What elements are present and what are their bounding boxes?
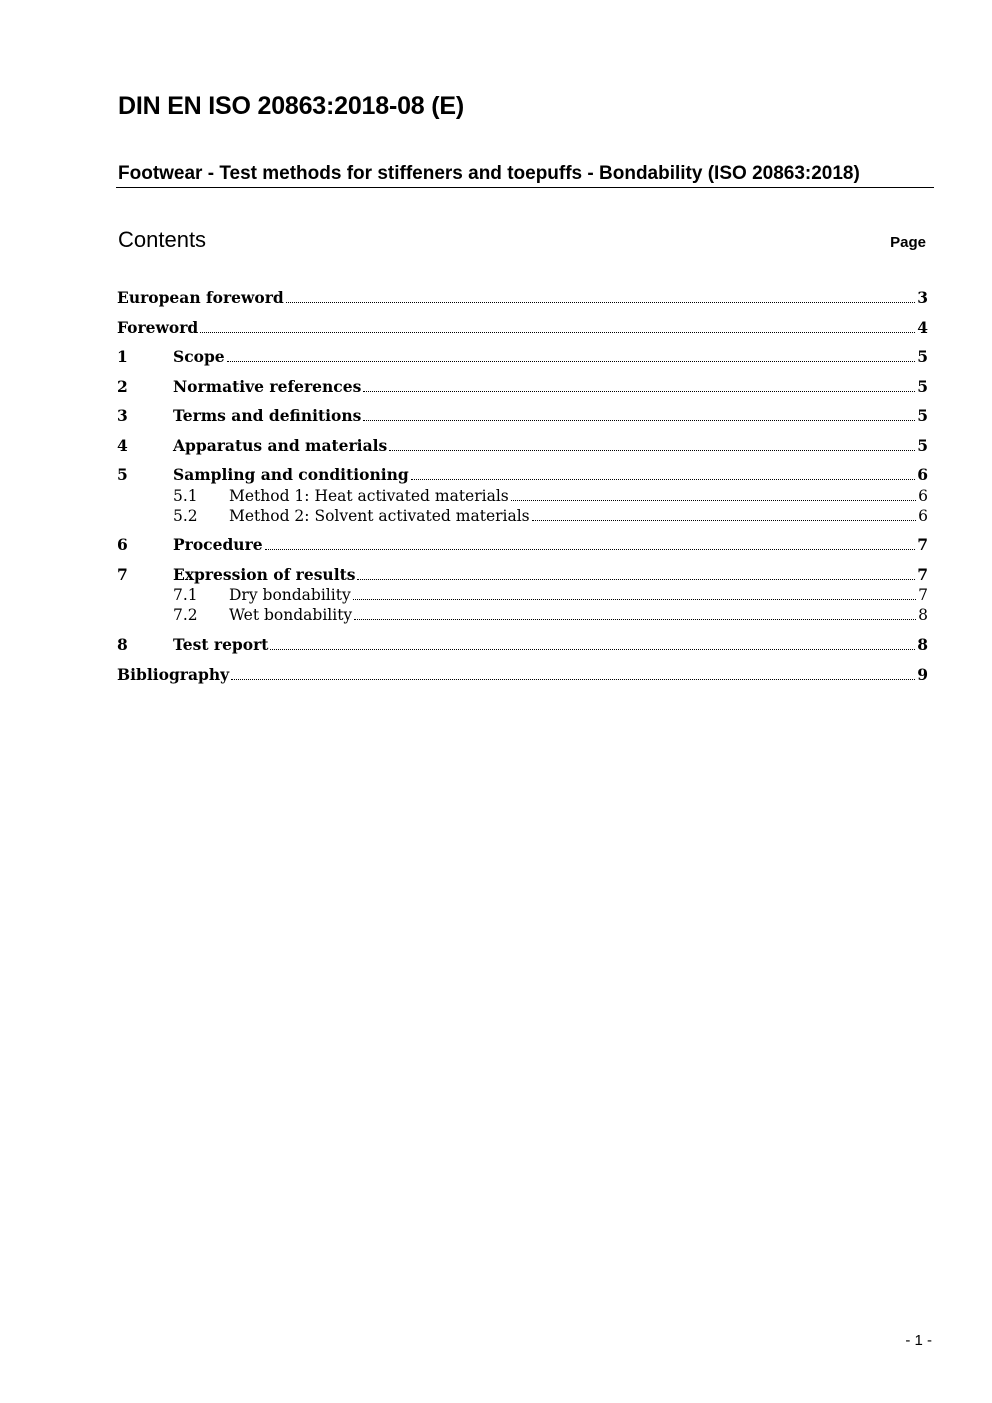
- toc-entry-title: European foreword: [117, 288, 284, 307]
- toc-entry-terms-and-definitions[interactable]: [117, 406, 928, 426]
- toc-entry-page: 6: [918, 487, 928, 505]
- toc-entry-sampling-and-conditioning[interactable]: [117, 465, 928, 485]
- toc-entry-page: 3: [917, 288, 928, 307]
- dot-leader: [354, 619, 916, 620]
- toc-entry-title: Method 2: Solvent activated materials: [229, 507, 530, 525]
- toc-entry-title: Dry bondability: [229, 586, 351, 604]
- toc-entry-wet-bondability[interactable]: [117, 605, 928, 625]
- toc-entry-test-report[interactable]: [117, 635, 928, 655]
- toc-entry-dry-bondability[interactable]: [117, 585, 928, 605]
- dot-leader: [270, 649, 915, 650]
- toc-entry-title: Foreword: [117, 318, 199, 337]
- toc-entry-number: 5: [117, 465, 128, 484]
- dot-leader: [363, 420, 915, 421]
- toc-entry-normative-references[interactable]: [117, 377, 928, 397]
- toc-entry-apparatus-and-materials[interactable]: [117, 436, 928, 456]
- toc-entry-method-1[interactable]: [117, 486, 928, 506]
- toc-entry-number: 7.2: [173, 606, 198, 624]
- dot-leader: [389, 450, 915, 451]
- toc-entry-page: 6: [917, 465, 928, 484]
- toc-entry-procedure[interactable]: [117, 535, 928, 555]
- toc-entry-title: Test report: [173, 635, 269, 654]
- toc-entry-page: 4: [917, 318, 928, 337]
- toc-entry-number: 7: [117, 565, 128, 584]
- toc-entry-page: 8: [918, 606, 928, 624]
- document-subtitle: Footwear - Test methods for stiffeners and toepuffs - Bondability (ISO 20863:2018): [118, 163, 860, 184]
- dot-leader: [363, 391, 915, 392]
- toc-entry-european-foreword[interactable]: [117, 288, 928, 308]
- toc-entry-number: 6: [117, 535, 128, 554]
- toc-entry-foreword[interactable]: [117, 318, 928, 338]
- toc-entry-title: Scope: [173, 347, 225, 366]
- toc-entry-number: 3: [117, 406, 128, 425]
- toc-entry-page: 5: [917, 406, 928, 425]
- toc-entry-title: Method 1: Heat activated materials: [229, 487, 509, 505]
- toc-entry-page: 7: [917, 535, 928, 554]
- toc-entry-page: 7: [917, 565, 928, 584]
- document-title: DIN EN ISO 20863:2018-08 (E): [118, 92, 464, 120]
- toc-entry-title: Wet bondability: [229, 606, 353, 624]
- dot-leader: [227, 361, 916, 362]
- page-column-heading: Page: [890, 234, 926, 251]
- dot-leader: [286, 302, 915, 303]
- toc-entry-scope[interactable]: [117, 347, 928, 367]
- toc-entry-title: Sampling and conditioning: [173, 465, 409, 484]
- toc-entry-page: 7: [918, 586, 928, 604]
- toc-entry-page: 8: [917, 635, 928, 654]
- toc-entry-number: 7.1: [173, 586, 198, 604]
- contents-heading: Contents: [118, 227, 207, 252]
- toc-entry-number: 5.1: [173, 487, 198, 505]
- dot-leader: [231, 679, 915, 680]
- toc-entry-number: 5.2: [173, 507, 198, 525]
- toc-entry-bibliography[interactable]: [117, 665, 928, 685]
- dot-leader: [357, 579, 915, 580]
- toc-entry-page: 5: [917, 377, 928, 396]
- title-divider: [116, 187, 934, 188]
- dot-leader: [265, 549, 916, 550]
- dot-leader: [353, 599, 916, 600]
- toc-entry-title: Apparatus and materials: [173, 436, 388, 455]
- toc-entry-title: Normative references: [173, 377, 362, 396]
- toc-entry-title: Bibliography: [117, 665, 230, 684]
- toc-entry-number: 4: [117, 436, 128, 455]
- dot-leader: [200, 332, 915, 333]
- toc-entry-number: 8: [117, 635, 128, 654]
- toc-entry-page: 5: [917, 347, 928, 366]
- dot-leader: [511, 500, 916, 501]
- toc-entry-title: Procedure: [173, 535, 263, 554]
- toc-entry-number: 1: [117, 347, 128, 366]
- toc-entry-expression-of-results[interactable]: [117, 565, 928, 585]
- toc-entry-page: 5: [917, 436, 928, 455]
- toc-entry-number: 2: [117, 377, 128, 396]
- toc-entry-method-2[interactable]: [117, 506, 928, 526]
- footer-page-number: - 1 -: [905, 1332, 932, 1349]
- toc-entry-page: 6: [918, 507, 928, 525]
- toc-entry-page: 9: [917, 665, 928, 684]
- toc-entry-title: Expression of results: [173, 565, 356, 584]
- dot-leader: [411, 479, 915, 480]
- toc-entry-title: Terms and definitions: [173, 406, 362, 425]
- dot-leader: [532, 520, 916, 521]
